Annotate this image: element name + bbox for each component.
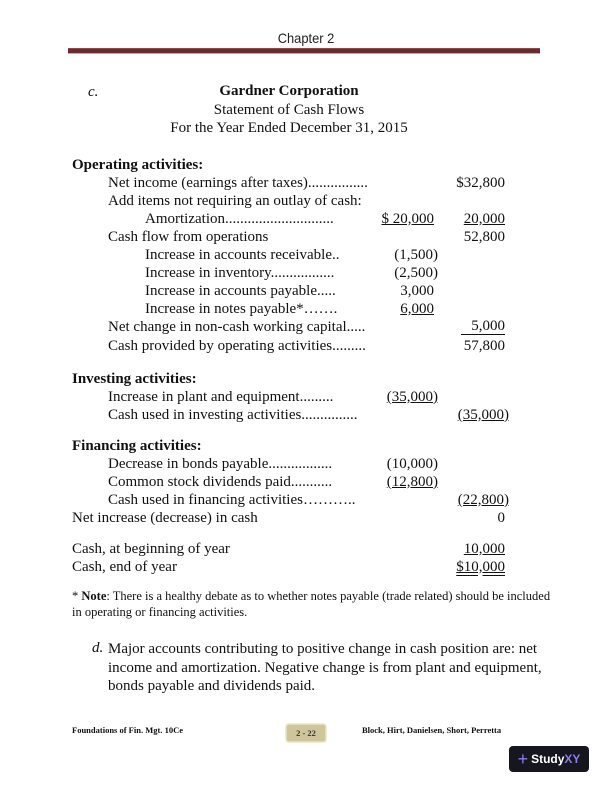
ar-label: Increase in accounts receivable.. — [145, 247, 340, 263]
inventory-value: (2,500) — [394, 265, 438, 281]
cash-end-value: $10,000 — [456, 559, 505, 575]
cash-end-label: Cash, end of year — [72, 559, 177, 575]
bonds-label: Decrease in bonds payable................. — [108, 456, 333, 472]
amortization-label: Amortization............................. — [145, 211, 334, 227]
brand-accent: XY — [564, 752, 581, 766]
footnote-bold: Note — [81, 589, 107, 603]
company-name: Gardner Corporation — [219, 83, 359, 99]
financing-cash-used-label: Cash used in financing activities……….. — [108, 492, 356, 508]
add-items-label: Add items not requiring an outlay of cash: — [108, 193, 362, 209]
inventory-label: Increase in inventory................. — [145, 265, 335, 281]
ar-value: (1,500) — [394, 247, 438, 263]
header-rule — [68, 48, 540, 54]
chapter-header: Chapter 2 — [277, 30, 335, 46]
amortization-col1: $ 20,000 — [381, 211, 434, 227]
investing-cash-used-label: Cash used in investing activities............... — [108, 407, 358, 423]
net-increase-value: 0 — [497, 510, 505, 526]
part-c-label: c. — [88, 84, 99, 100]
net-increase-label: Net increase (decrease) in cash — [72, 510, 258, 526]
np-label: Increase in notes payable*……. — [145, 301, 338, 317]
cash-begin-label: Cash, at beginning of year — [72, 541, 230, 557]
plant-value: (35,000) — [386, 389, 438, 405]
plant-label: Increase in plant and equipment......... — [108, 389, 334, 405]
net-change-value: 5,000 — [461, 318, 505, 335]
cash-begin-value: 10,000 — [463, 541, 505, 557]
np-value: 6,000 — [400, 301, 434, 317]
page-number-badge: 2 - 22 — [286, 724, 326, 742]
footer-book-title: Foundations of Fin. Mgt. 10Ce — [72, 725, 183, 735]
part-d-label: d. — [92, 640, 104, 656]
ap-label: Increase in accounts payable..... — [145, 283, 336, 299]
brand-main: Study — [531, 752, 565, 766]
dividends-value: (12,800) — [386, 474, 438, 490]
cash-provided-label: Cash provided by operating activities......... — [108, 338, 366, 354]
statement-title-block — [0, 82, 578, 138]
dividends-label: Common stock dividends paid........... — [108, 474, 333, 490]
bonds-value: (10,000) — [386, 456, 438, 472]
investing-heading: Investing activities: — [72, 371, 197, 387]
studyxy-watermark[interactable] — [509, 746, 589, 772]
operating-heading: Operating activities: — [72, 157, 204, 173]
cash-provided-value: 57,800 — [463, 338, 505, 354]
plus-icon: + — [517, 749, 529, 769]
financing-cash-used-value: (22,800) — [457, 492, 509, 508]
net-change-label: Net change in non-cash working capital..... — [108, 319, 366, 335]
statement-period: For the Year Ended December 31, 2015 — [170, 120, 408, 136]
statement-name: Statement of Cash Flows — [213, 101, 365, 118]
investing-cash-used-value: (35,000) — [457, 407, 509, 423]
amortization-col2: 20,000 — [463, 211, 505, 227]
net-income-value: $32,800 — [456, 175, 505, 191]
ap-value: 3,000 — [400, 283, 434, 299]
footnote-prefix: * — [72, 589, 82, 603]
net-income-label: Net income (earnings after taxes)................ — [108, 175, 368, 191]
financing-heading: Financing activities: — [72, 438, 202, 454]
cash-flow-ops-value: 52,800 — [463, 229, 505, 245]
footnote-text: : There is a healthy debate as to whether notes payable (trade related) should be included in operating or financing activities. — [72, 589, 551, 619]
part-d-text: Major accounts contributing to positive change in cash position are: net income and amortization. Negative change is from plant and equipment, bonds payable and dividends paid. — [108, 641, 542, 694]
footer-authors: Block, Hirt, Danielsen, Short, Perretta — [362, 725, 502, 735]
footnote — [72, 588, 552, 620]
cash-flow-ops-label: Cash flow from operations — [108, 229, 269, 245]
